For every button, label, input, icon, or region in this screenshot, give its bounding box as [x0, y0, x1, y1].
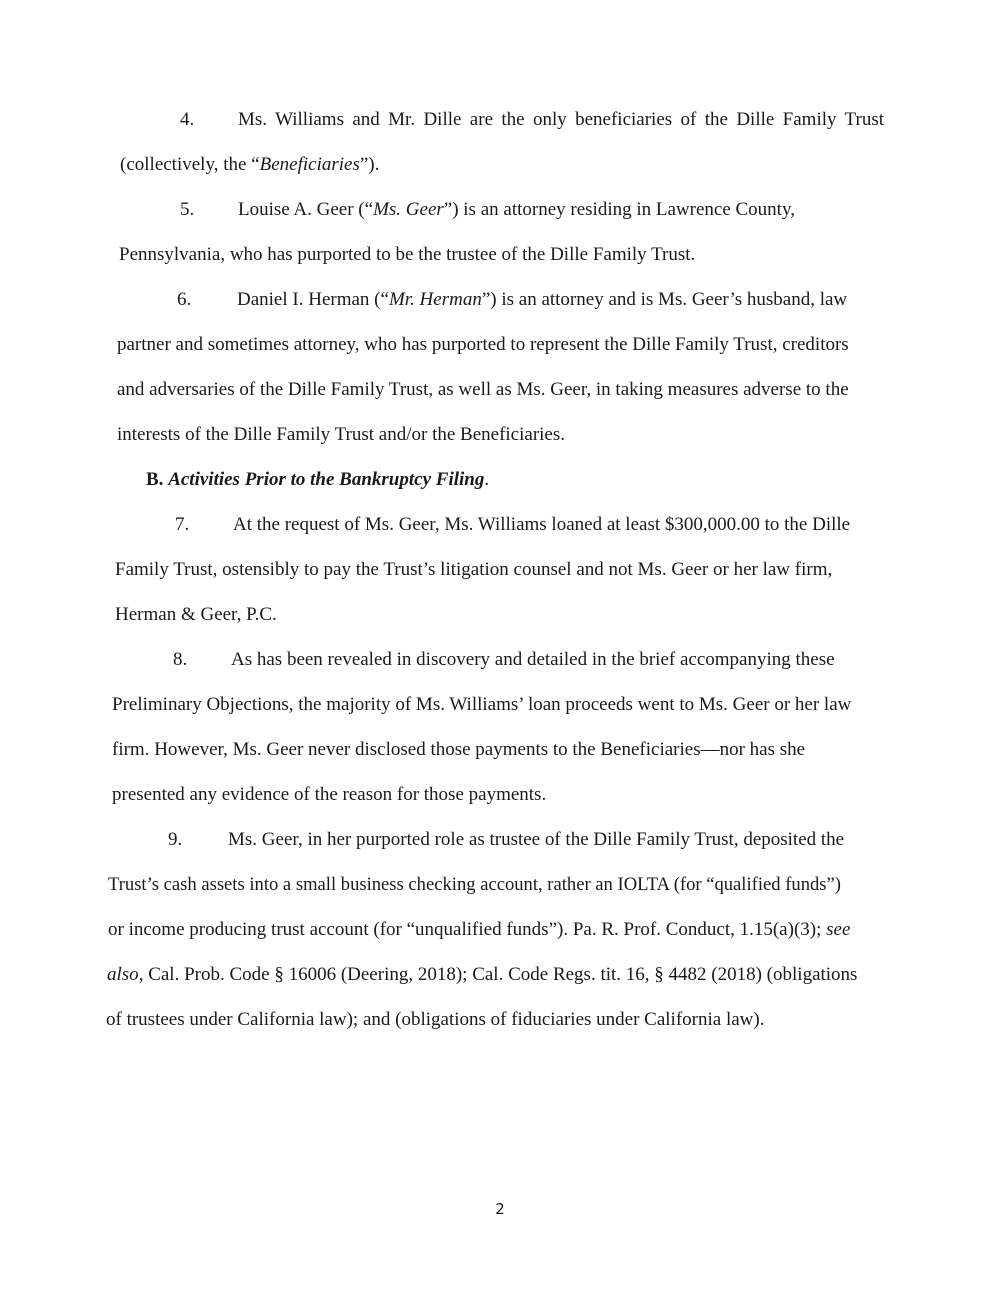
paragraph-7-line-2: Family Trust, ostensibly to pay the Trust’s litigation counsel and not Ms. Geer or her law firm,	[115, 559, 833, 580]
paragraph-4-number: 4.	[180, 109, 195, 130]
section-letter: B.	[146, 469, 164, 490]
paragraph-8-line-2: Preliminary Objections, the majority of Ms. Williams’ loan proceeds went to Ms. Geer or her law	[112, 694, 852, 715]
defined-term-ms-geer: Ms. Geer	[373, 199, 444, 220]
paragraph-9-line-2: Trust’s cash assets into a small business checking account, rather an IOLTA (for “qualified funds”)	[108, 874, 841, 895]
paragraph-6-line-2: partner and sometimes attorney, who has purported to represent the Dille Family Trust, creditors	[117, 334, 849, 355]
paragraph-6-line-1: 6. Daniel I. Herman (“Mr. Herman”) is an attorney and is Ms. Geer’s husband, law	[177, 289, 848, 310]
defined-term-beneficiaries: Beneficiaries	[259, 154, 360, 175]
paragraph-4-line-2: (collectively, the “Beneficiaries”).	[120, 154, 380, 175]
section-title: Activities Prior to the Bankruptcy Filing	[168, 469, 485, 490]
paragraph-8-line-3: firm. However, Ms. Geer never disclosed those payments to the Beneficiaries—nor has she	[112, 739, 806, 760]
page-number: 2	[495, 1200, 505, 1218]
paragraph-8-line-1: 8. As has been revealed in discovery and detailed in the brief accompanying these	[173, 649, 835, 670]
paragraph-7-line-3: Herman & Geer, P.C.	[115, 604, 277, 625]
paragraph-8-number: 8.	[173, 649, 188, 670]
paragraph-8-line-4: presented any evidence of the reason for those payments.	[112, 784, 547, 805]
paragraph-9-line-5: of trustees under California law); and (obligations of fiduciaries under California law).	[106, 1009, 765, 1030]
paragraph-6-line-4: interests of the Dille Family Trust and/or the Beneficiaries.	[117, 424, 566, 445]
paragraph-4-text: Ms. Williams and Mr. Dille are the only beneficiaries of the Dille Family Trust	[238, 109, 884, 130]
section-heading-b: B. Activities Prior to the Bankruptcy Filing.	[146, 469, 490, 490]
paragraph-9-line-3: or income producing trust account (for “unqualified funds”). Pa. R. Prof. Conduct, 1.15(a)(3); see	[108, 919, 851, 940]
paragraph-7-number: 7.	[175, 514, 190, 535]
paragraph-6-line-3: and adversaries of the Dille Family Trust, as well as Ms. Geer, in taking measures adverse to the	[117, 379, 849, 400]
paragraph-5-line-2: Pennsylvania, who has purported to be the trustee of the Dille Family Trust.	[119, 244, 696, 265]
paragraph-5-number: 5.	[180, 199, 195, 220]
defined-term-mr-herman: Mr. Herman	[388, 289, 482, 310]
paragraph-4-line-1	[180, 108, 885, 132]
paragraph-6-number: 6.	[177, 289, 192, 310]
paragraph-5-line-1: 5. Louise A. Geer (“Ms. Geer”) is an attorney residing in Lawrence County,	[180, 199, 795, 220]
paragraph-7-line-1: 7. At the request of Ms. Geer, Ms. Williams loaned at least $300,000.00 to the Dille	[175, 514, 851, 535]
paragraph-9-line-4: also, Cal. Prob. Code § 16006 (Deering, 2018); Cal. Code Regs. tit. 16, § 4482 (2018) (obligations	[107, 964, 858, 985]
paragraph-9-line-1: 9. Ms. Geer, in her purported role as trustee of the Dille Family Trust, deposited the	[168, 829, 845, 850]
paragraph-9-number: 9.	[168, 829, 183, 850]
